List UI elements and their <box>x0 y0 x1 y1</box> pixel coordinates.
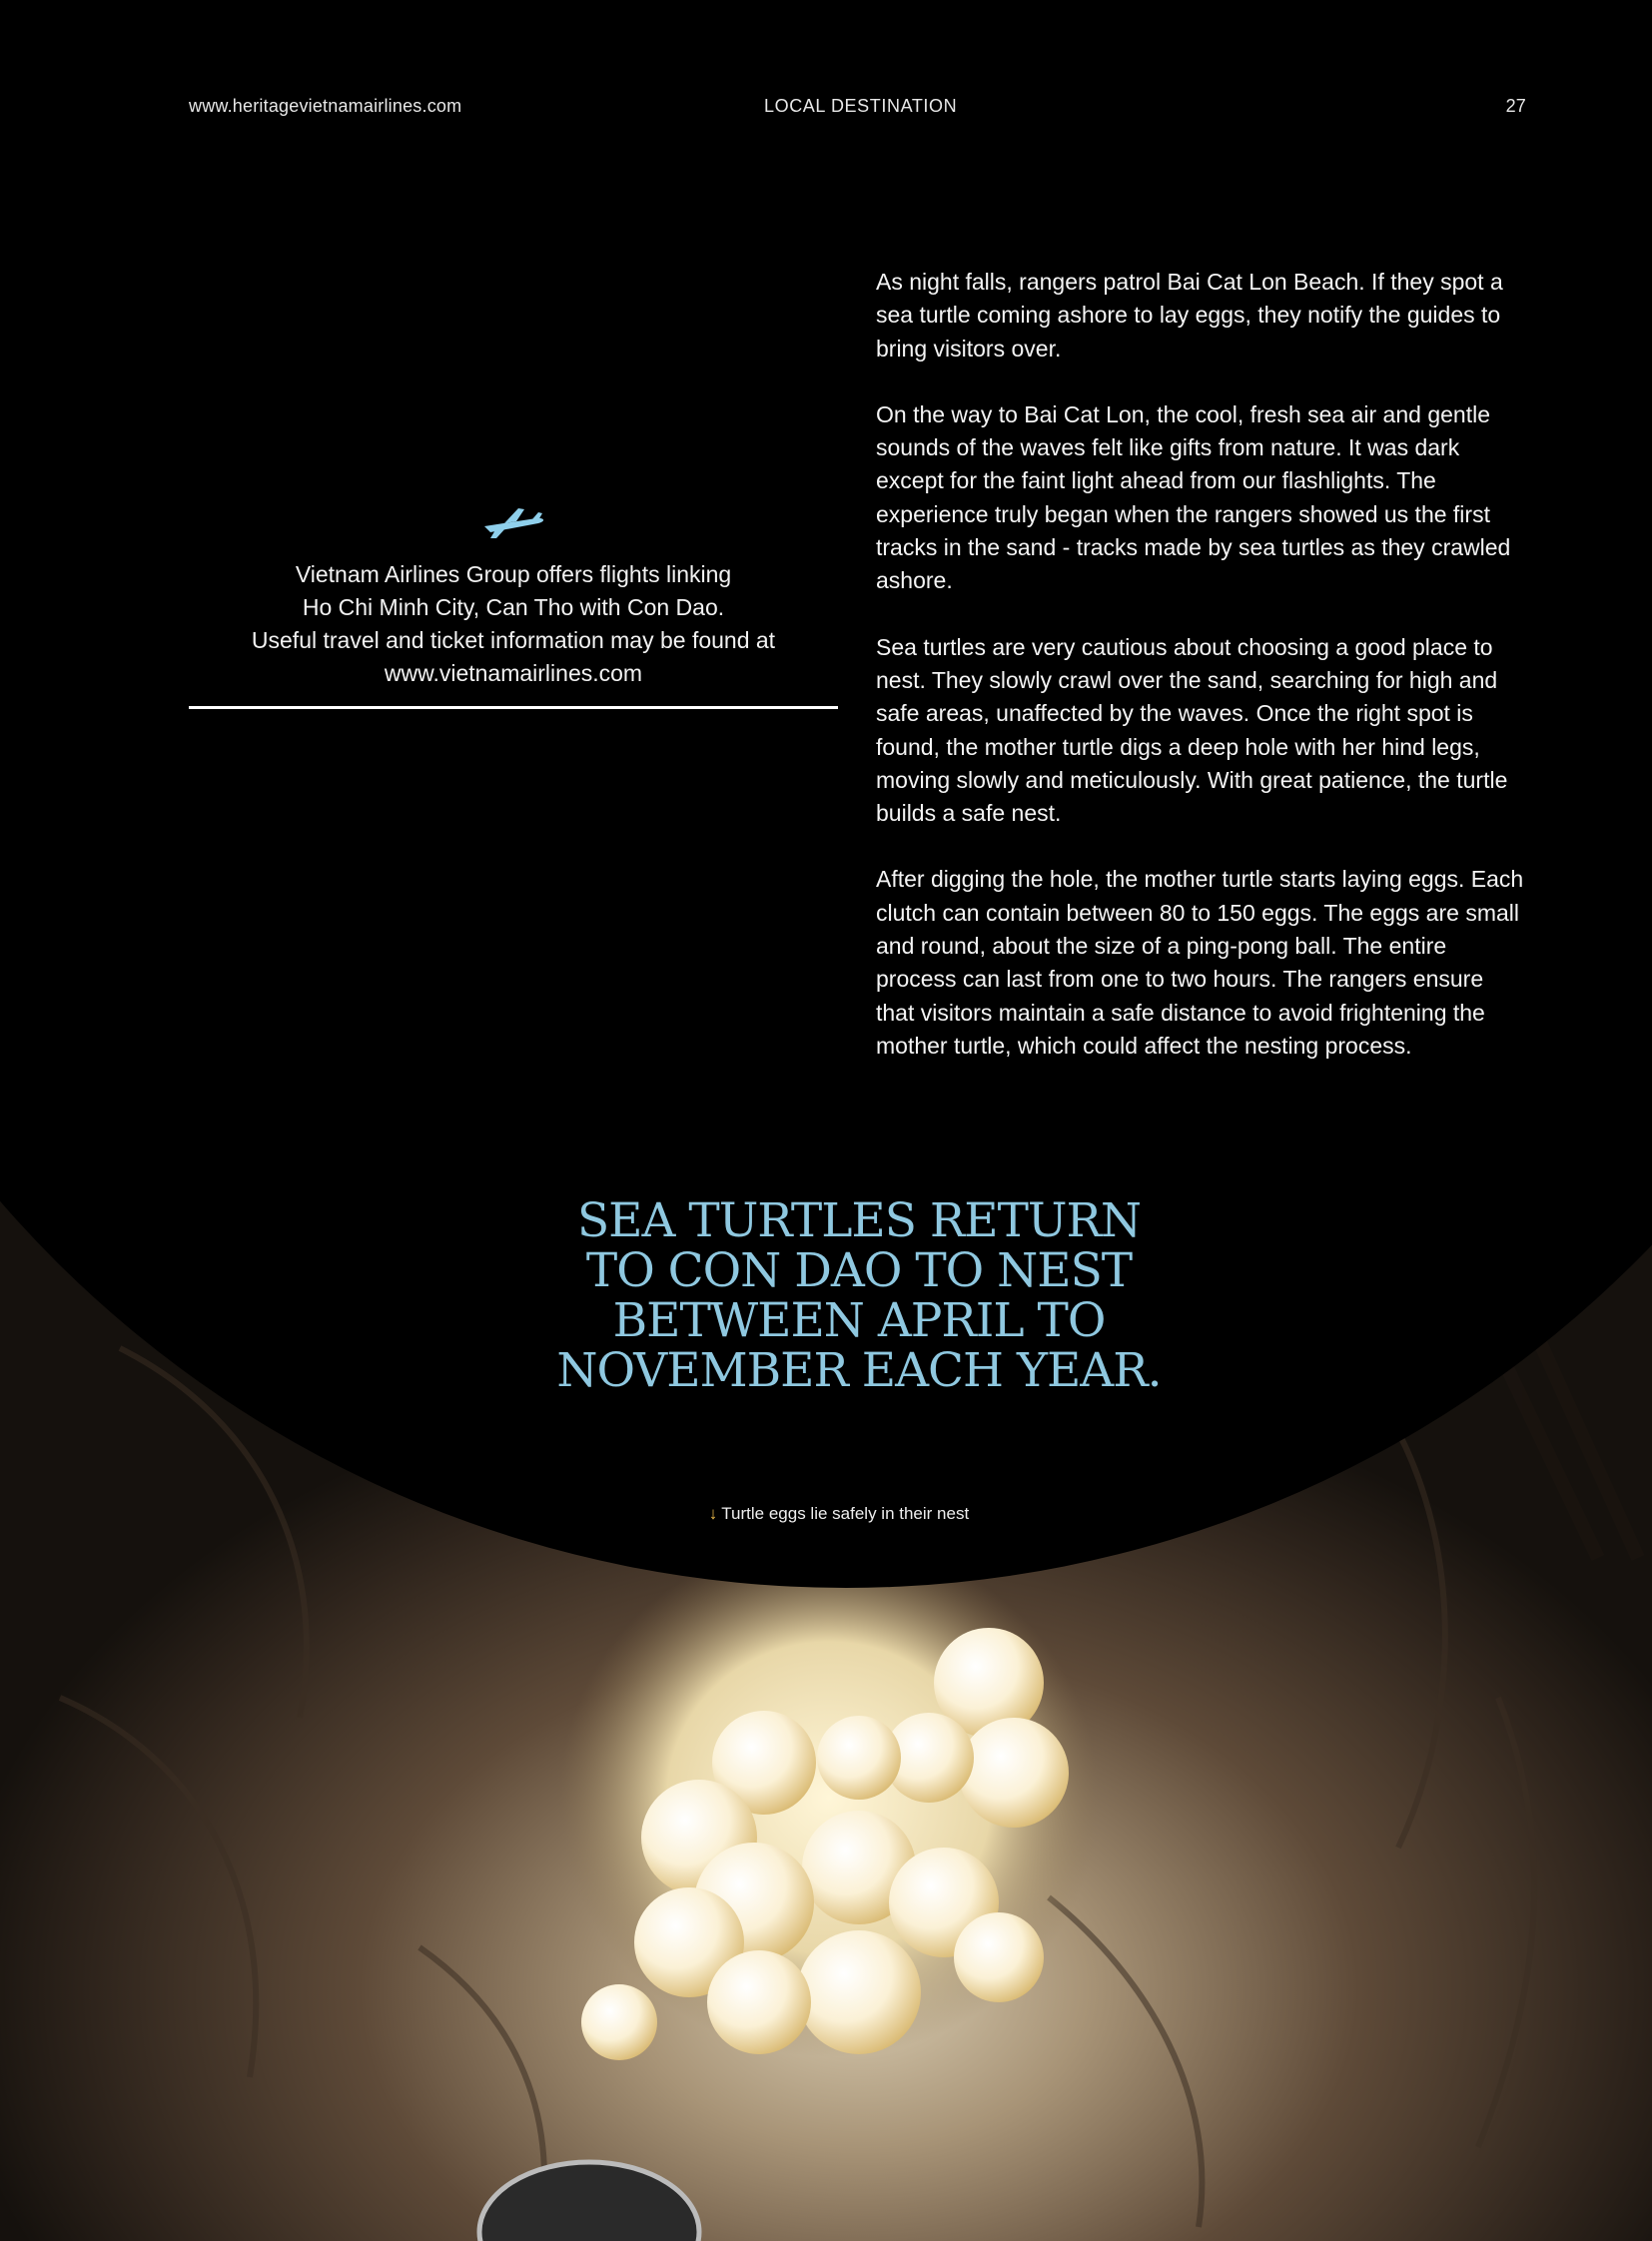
info-line: Vietnam Airlines Group offers flights linking <box>295 561 732 587</box>
info-line: Ho Chi Minh City, Can Tho with Con Dao. <box>302 594 725 620</box>
info-link[interactable]: www.vietnamairlines.com <box>384 660 643 686</box>
site-url: www.heritagevietnamairlines.com <box>189 96 462 116</box>
page-number: 27 <box>1505 96 1526 116</box>
photo-caption <box>599 1504 1079 1524</box>
paragraph: After digging the hole, the mother turtle starts laying eggs. Each clutch can contain between 80 to 150 eggs. The eggs are small and round, about the size of a ping-pong ball. The entire process can last from one to two hours. The rangers ensure that visitors maintain a safe distance to avoid frightening the mother turtle, which could affect the nesting process. <box>876 866 1524 1059</box>
paragraph: Sea turtles are very cautious about choosing a good place to nest. They slowly crawl over the sand, searching for high and safe areas, unaffected by the waves. Once the right spot is found, the mother turtle digs a deep hole with her hind legs, moving slowly and meticulously. With great patience, the turtle builds a safe nest. <box>876 633 1508 827</box>
flight-info-box <box>189 504 838 709</box>
section-label: LOCAL DESTINATION <box>764 96 958 116</box>
article-body <box>876 266 1525 1096</box>
pull-quote-line: NOVEMBER EACH YEAR. <box>556 1343 1162 1398</box>
airplane-icon <box>478 504 548 540</box>
divider <box>189 706 838 709</box>
arrow-down-icon: ↓ <box>708 1504 718 1523</box>
info-line: Useful travel and ticket information may be found at <box>251 627 776 653</box>
paragraph: On the way to Bai Cat Lon, the cool, fresh sea air and gentle sounds of the waves felt like gifts from nature. It was dark except for the faint light ahead from our flashlights. The experience truly began when the rangers showed us the first tracks in the sand - tracks made by sea turtles as they crawled ashore. <box>876 400 1511 594</box>
paragraph: As night falls, rangers patrol Bai Cat Lon Beach. If they spot a sea turtle coming ashore to lay eggs, they notify the guides to bring visitors over. <box>876 269 1503 362</box>
pull-quote-line: TO CON DAO TO NEST <box>585 1243 1133 1298</box>
caption-text: Turtle eggs lie safely in their nest <box>721 1504 970 1523</box>
pull-quote-line: SEA TURTLES RETURN <box>576 1193 1142 1248</box>
page-header <box>0 0 1652 140</box>
pull-quote <box>499 1193 1219 1398</box>
pull-quote-line: BETWEEN APRIL TO <box>612 1293 1106 1348</box>
